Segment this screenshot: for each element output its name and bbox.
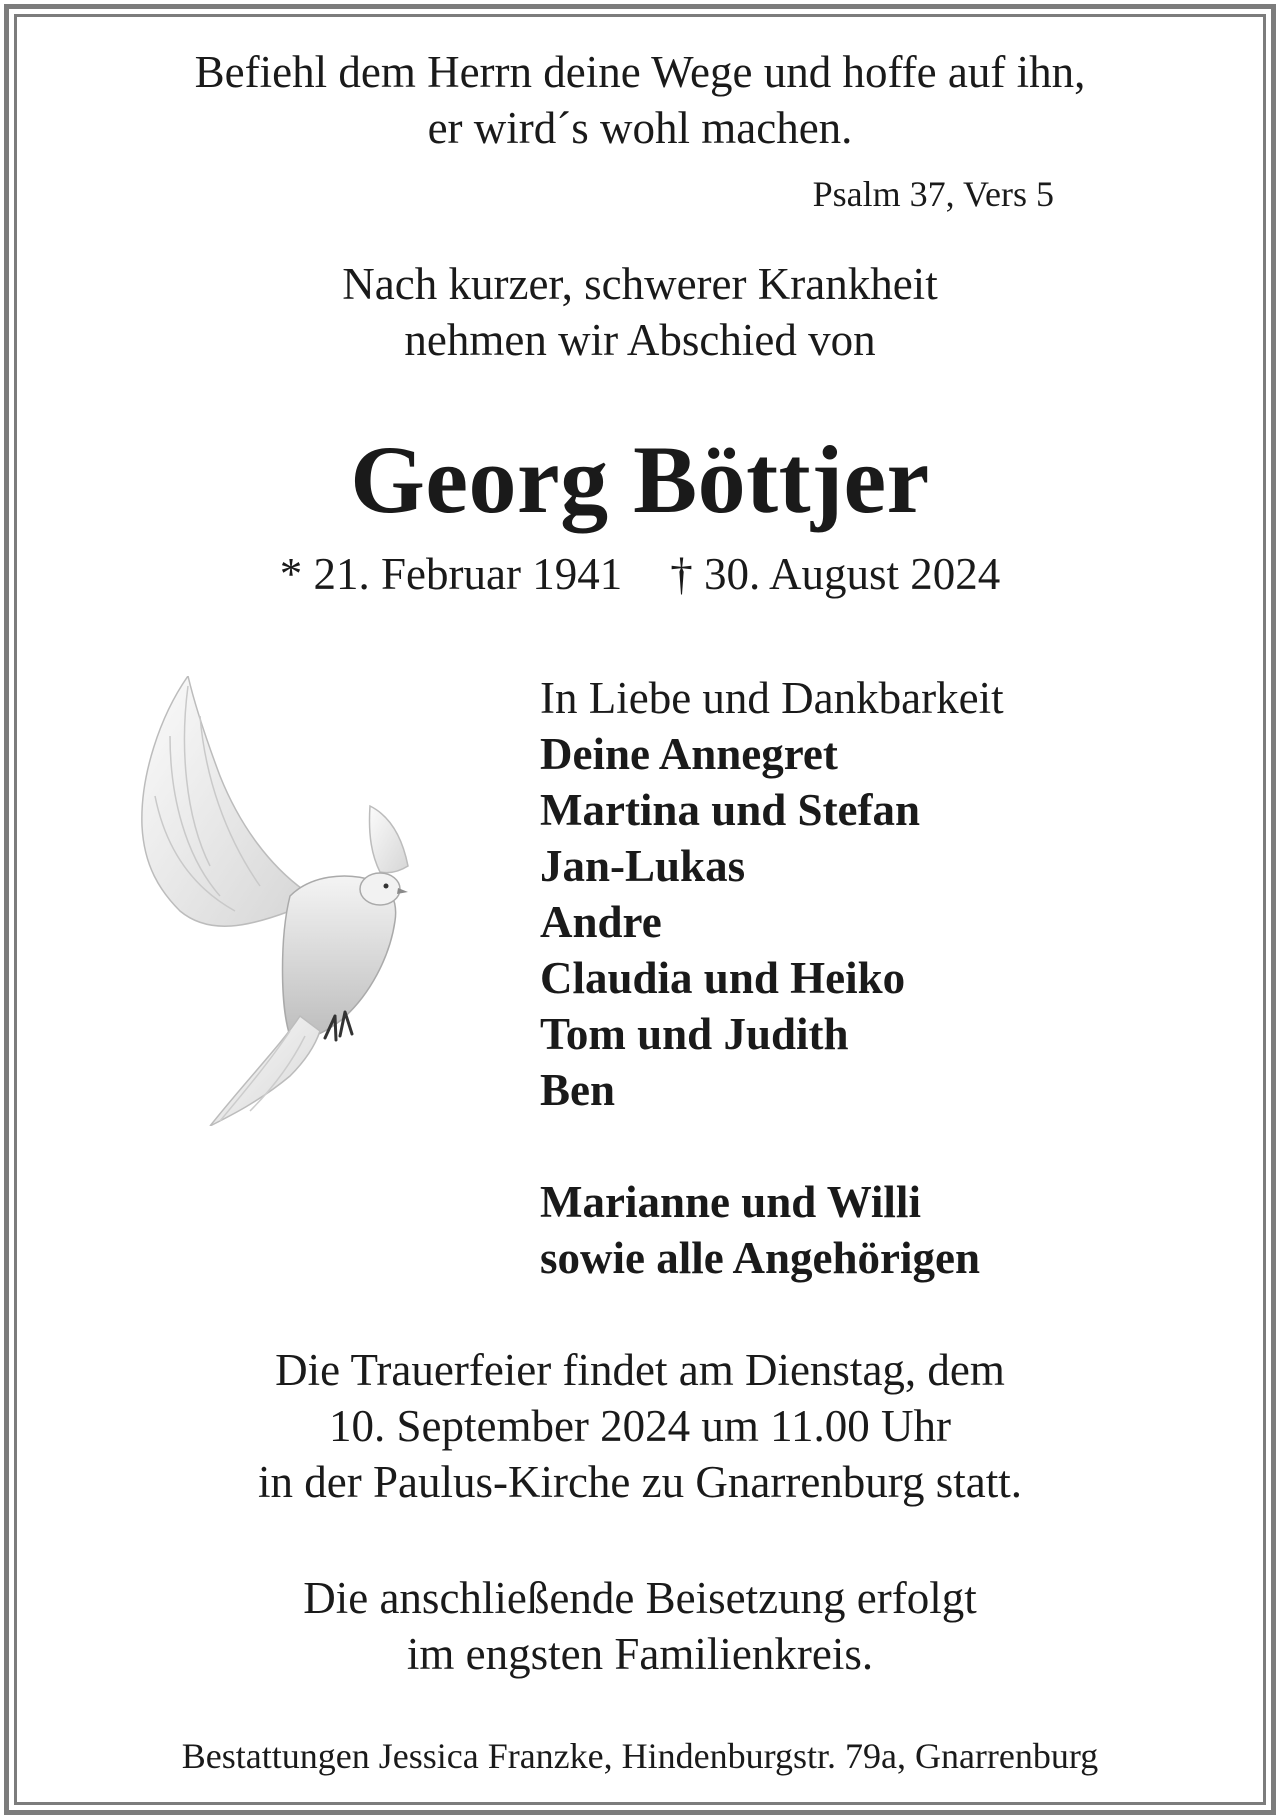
family-member: Andre [540, 897, 662, 947]
family-intro: In Liebe und Dankbarkeit [540, 673, 1004, 723]
bible-verse [0, 44, 1280, 156]
extended-family: Marianne und Willi [540, 1177, 921, 1227]
family-member: Claudia und Heiko [540, 953, 906, 1003]
burial-line: Die anschließende Beisetzung erfolgt [303, 1573, 977, 1623]
deceased-name: Georg Böttjer [350, 426, 930, 533]
intro-text [0, 256, 1280, 368]
life-dates [0, 546, 1280, 602]
intro-line: nehmen wir Abschied von [404, 315, 876, 365]
birth-date: * 21. Februar 1941 [279, 549, 623, 599]
burial-line: im engsten Familienkreis. [406, 1629, 874, 1679]
family-member: Deine Annegret [540, 729, 838, 779]
service-line: 10. September 2024 um 11.00 Uhr [328, 1401, 951, 1451]
verse-line: Befiehl dem Herrn deine Wege und hoffe auf ihn, [194, 47, 1086, 97]
verse-line: er wird´s wohl machen. [427, 103, 853, 153]
service-line: Die Trauerfeier findet am Dienstag, dem [275, 1345, 1005, 1395]
funeral-service-info [0, 1342, 1280, 1510]
service-line: in der Paulus-Kirche zu Gnarrenburg statt. [258, 1457, 1022, 1507]
verse-reference: Psalm 37, Vers 5 [812, 174, 1054, 214]
dove-icon [140, 676, 440, 1126]
intro-line: Nach kurzer, schwerer Krankheit [342, 259, 938, 309]
burial-info [0, 1570, 1280, 1682]
family-member: Martina und Stefan [540, 785, 921, 835]
extended-family: sowie alle Angehörigen [540, 1233, 980, 1283]
family-member: Ben [540, 1065, 616, 1115]
family-spacer [540, 1118, 1240, 1174]
family-member: Jan-Lukas [540, 841, 746, 891]
death-date: † 30. August 2024 [670, 549, 1001, 599]
family-member: Tom und Judith [540, 1009, 849, 1059]
funeral-home: Bestattungen Jessica Franzke, Hindenburgstr. 79a, Gnarrenburg [181, 1736, 1099, 1776]
family-signatures [540, 670, 1240, 1286]
